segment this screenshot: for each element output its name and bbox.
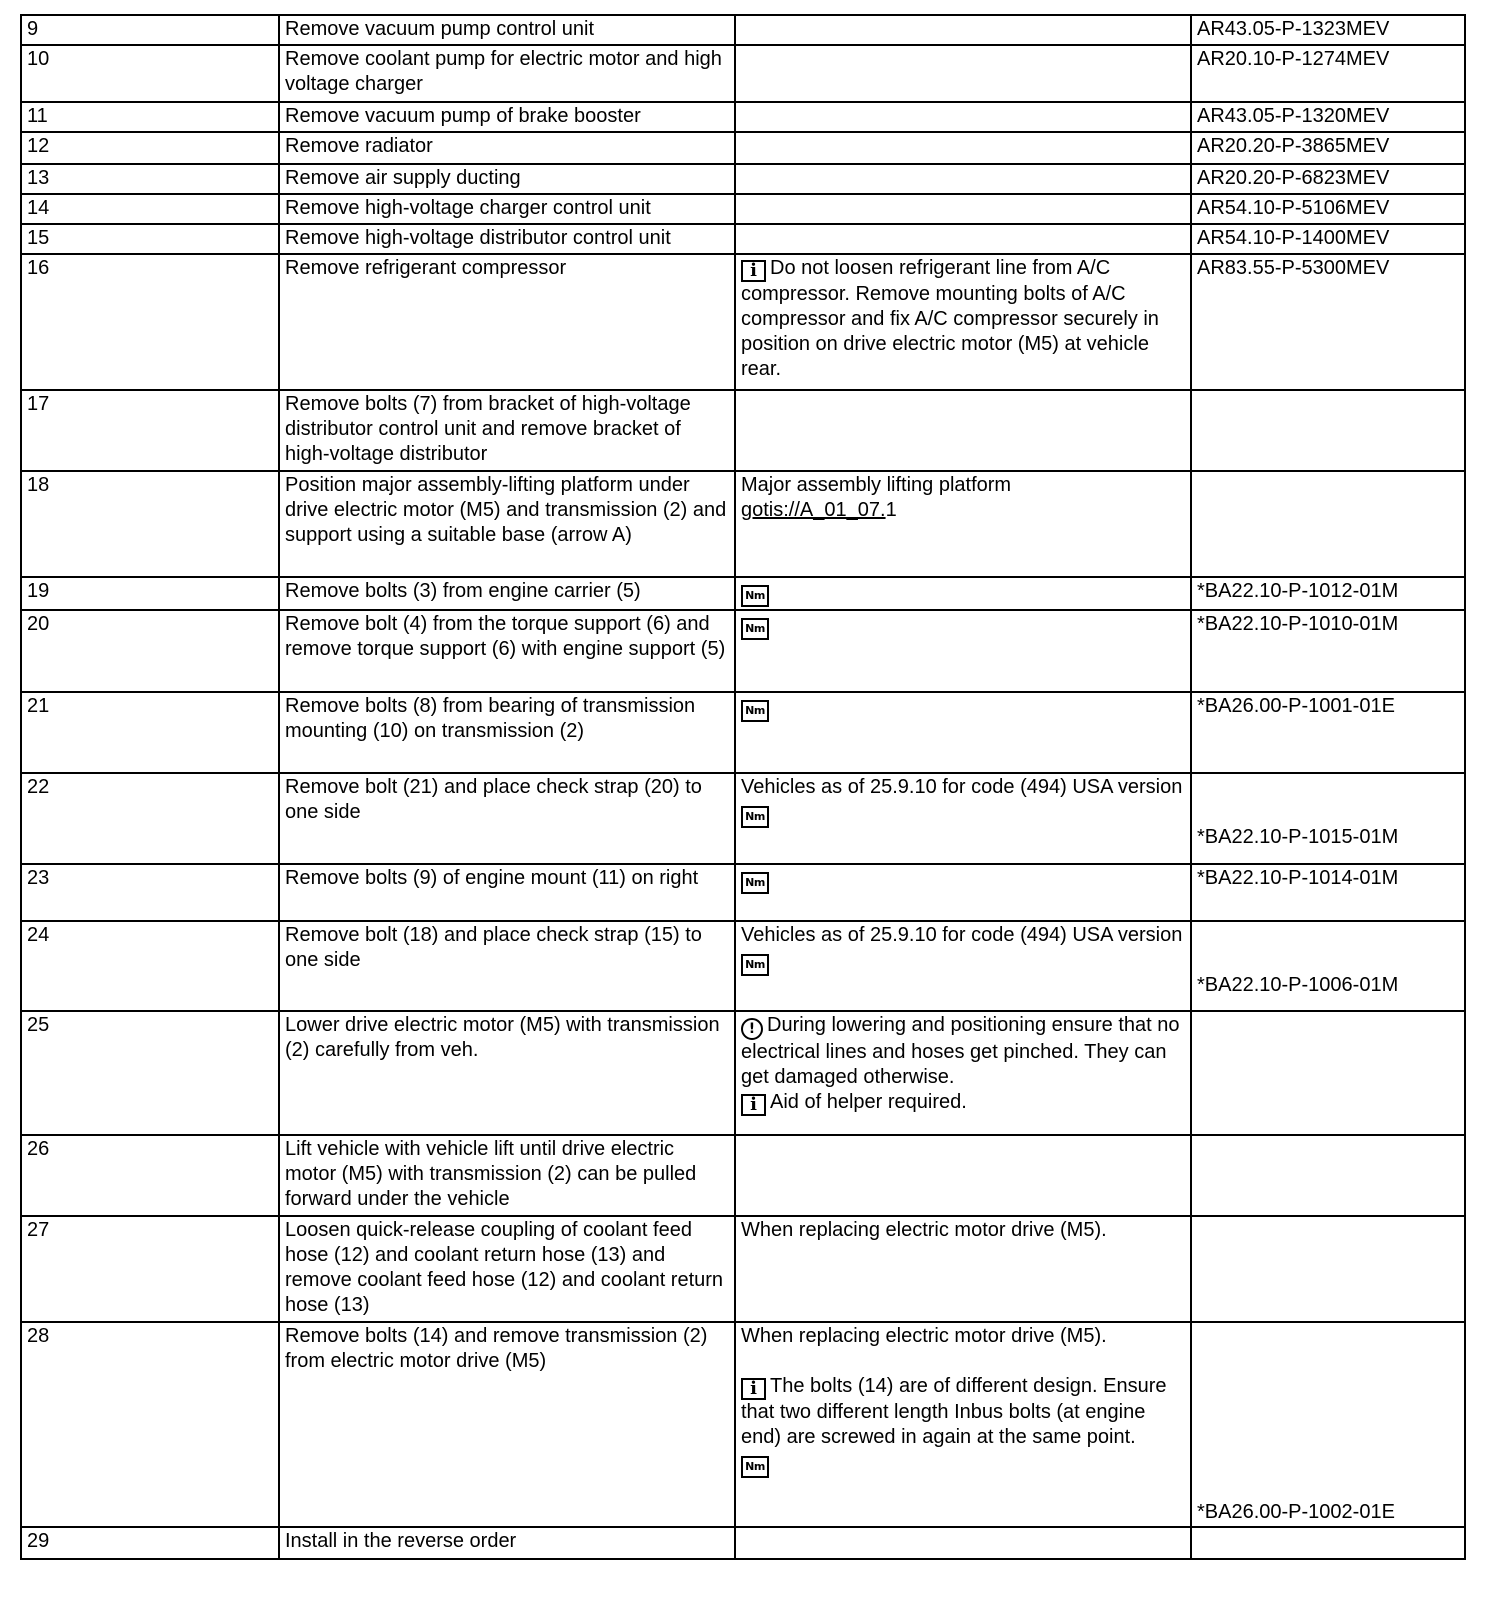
table-row [21,1527,1465,1559]
table-row [21,921,1465,1011]
step-reference[interactable]: AR43.05-P-1320MEV [1191,102,1465,132]
step-reference [1191,1135,1465,1216]
step-note: When replacing electric motor drive (M5). [735,1216,1191,1322]
step-note [735,45,1191,102]
step-number: 22 [21,773,279,864]
step-action: Lower drive electric motor (M5) with transmission (2) carefully from veh. [279,1011,735,1135]
table-row [21,164,1465,194]
step-reference[interactable]: *BA22.10-P-1012-01M [1191,577,1465,610]
torque-icon[interactable]: Nm [741,872,769,894]
step-note [735,254,1191,390]
note-text-2: The bolts (14) are of different design. Ensure that two different length Inbus bolts (at engine end) are screwed in again at the same point. [741,1375,1167,1448]
table-row [21,224,1465,254]
note-text-2: Aid of helper required. [770,1091,967,1113]
step-reference[interactable]: AR54.10-P-5106MEV [1191,194,1465,224]
info-icon: i [741,260,766,282]
step-number: 21 [21,692,279,773]
gotis-link[interactable]: gotis://A_01_07. [741,499,886,521]
step-action: Position major assembly-lifting platform under drive electric motor (M5) and transmission (2) and support using a suitable base (arrow A) [279,471,735,577]
step-note [735,194,1191,224]
step-action: Remove high-voltage distributor control unit [279,224,735,254]
step-reference[interactable]: *BA22.10-P-1015-01M [1197,826,1399,848]
step-number: 29 [21,1527,279,1559]
note-text: When replacing electric motor drive (M5). [741,1325,1107,1347]
step-reference [1191,1527,1465,1559]
step-number: 14 [21,194,279,224]
step-number: 10 [21,45,279,102]
step-number: 27 [21,1216,279,1322]
step-note [735,390,1191,471]
step-reference-cell [1191,1322,1465,1527]
step-note [735,164,1191,194]
torque-icon[interactable]: Nm [741,618,769,640]
warning-icon: ! [741,1018,763,1040]
step-reference[interactable]: AR20.10-P-1274MEV [1191,45,1465,102]
step-action: Remove bolts (8) from bearing of transmission mounting (10) on transmission (2) [279,692,735,773]
step-note [735,471,1191,577]
table-row [21,577,1465,610]
step-reference [1191,1011,1465,1135]
step-note [735,921,1191,1011]
step-number: 19 [21,577,279,610]
step-action: Remove bolts (9) of engine mount (11) on right [279,864,735,921]
step-action: Install in the reverse order [279,1527,735,1559]
note-text: Do not loosen refrigerant line from A/C compressor. Remove mounting bolts of A/C compressor and fix A/C compressor securely in position on drive electric motor (M5) at vehicle rear. [741,257,1159,380]
step-number: 25 [21,1011,279,1135]
step-note [735,15,1191,45]
step-number: 9 [21,15,279,45]
step-reference [1191,471,1465,577]
step-number: 28 [21,1322,279,1527]
step-note [735,773,1191,864]
table-row [21,864,1465,921]
table-row [21,132,1465,164]
table-row [21,471,1465,577]
note-text: Vehicles as of 25.9.10 for code (494) USA version [741,924,1183,946]
table-row [21,1011,1465,1135]
step-note [735,864,1191,921]
step-action: Remove bolt (4) from the torque support (6) and remove torque support (6) with engine support (5) [279,610,735,692]
step-number: 16 [21,254,279,390]
table-row [21,773,1465,864]
step-number: 12 [21,132,279,164]
step-reference[interactable]: *BA22.10-P-1014-01M [1191,864,1465,921]
step-reference [1191,1216,1465,1322]
step-reference[interactable]: *BA22.10-P-1010-01M [1191,610,1465,692]
table-row [21,102,1465,132]
info-icon: i [741,1094,766,1116]
step-note [735,692,1191,773]
step-note [735,1322,1191,1527]
step-action: Remove vacuum pump control unit [279,15,735,45]
table-row [21,390,1465,471]
table-row [21,1135,1465,1216]
step-reference[interactable]: AR20.20-P-6823MEV [1191,164,1465,194]
table-row [21,692,1465,773]
step-reference[interactable]: AR83.55-P-5300MEV [1191,254,1465,390]
step-action: Remove bolt (21) and place check strap (20) to one side [279,773,735,864]
step-reference[interactable]: *BA22.10-P-1006-01M [1197,974,1399,996]
note-text: Vehicles as of 25.9.10 for code (494) USA version [741,776,1183,798]
step-reference[interactable]: AR54.10-P-1400MEV [1191,224,1465,254]
step-reference[interactable]: *BA26.00-P-1001-01E [1191,692,1465,773]
step-action: Remove bolt (18) and place check strap (15) to one side [279,921,735,1011]
step-reference[interactable]: AR20.20-P-3865MEV [1191,132,1465,164]
step-action: Remove bolts (3) from engine carrier (5) [279,577,735,610]
info-icon: i [741,1378,766,1400]
step-action: Remove vacuum pump of brake booster [279,102,735,132]
note-text: During lowering and positioning ensure that no electrical lines and hoses get pinched. They can get damaged otherwise. [741,1014,1180,1088]
table-row [21,45,1465,102]
step-number: 15 [21,224,279,254]
warning-note [741,1013,1186,1090]
step-action: Remove bolts (7) from bracket of high-voltage distributor control unit and remove bracket of high-voltage distributor [279,390,735,471]
step-action: Loosen quick-release coupling of coolant feed hose (12) and coolant return hose (13) and remove coolant feed hose (12) and coolant return hose (13) [279,1216,735,1322]
step-number: 24 [21,921,279,1011]
step-action: Remove radiator [279,132,735,164]
step-note [735,1011,1191,1135]
table-row [21,610,1465,692]
info-note [741,1374,1186,1450]
step-action: Remove air supply ducting [279,164,735,194]
step-number: 13 [21,164,279,194]
step-number: 18 [21,471,279,577]
step-reference[interactable]: AR43.05-P-1323MEV [1191,15,1465,45]
link-suffix: 1 [885,499,897,521]
step-note [735,224,1191,254]
table-row [21,254,1465,390]
torque-icon[interactable]: Nm [741,806,769,828]
torque-icon[interactable]: Nm [741,585,769,607]
table-row [21,15,1465,45]
step-reference-cell [1191,773,1465,864]
step-action: Lift vehicle with vehicle lift until drive electric motor (M5) with transmission (2) can be pulled forward under the vehicle [279,1135,735,1216]
step-action: Remove coolant pump for electric motor and high voltage charger [279,45,735,102]
step-number: 20 [21,610,279,692]
step-reference [1191,390,1465,471]
table-row [21,1216,1465,1322]
step-number: 23 [21,864,279,921]
step-note [735,132,1191,164]
step-note [735,102,1191,132]
step-number: 11 [21,102,279,132]
step-reference-cell [1191,921,1465,1011]
procedure-table [20,14,1466,1560]
table-row [21,1322,1465,1527]
torque-icon[interactable]: Nm [741,1456,769,1478]
step-number: 17 [21,390,279,471]
note-text: Major assembly lifting platform [741,474,1012,496]
torque-icon[interactable]: Nm [741,954,769,976]
step-note [735,1135,1191,1216]
step-number: 26 [21,1135,279,1216]
step-action: Remove bolts (14) and remove transmission (2) from electric motor drive (M5) [279,1322,735,1527]
step-action: Remove refrigerant compressor [279,254,735,390]
step-reference[interactable]: *BA26.00-P-1002-01E [1197,1501,1395,1523]
step-note [735,1527,1191,1559]
step-note [735,577,1191,610]
step-action: Remove high-voltage charger control unit [279,194,735,224]
torque-icon[interactable]: Nm [741,700,769,722]
step-note [735,610,1191,692]
table-row [21,194,1465,224]
